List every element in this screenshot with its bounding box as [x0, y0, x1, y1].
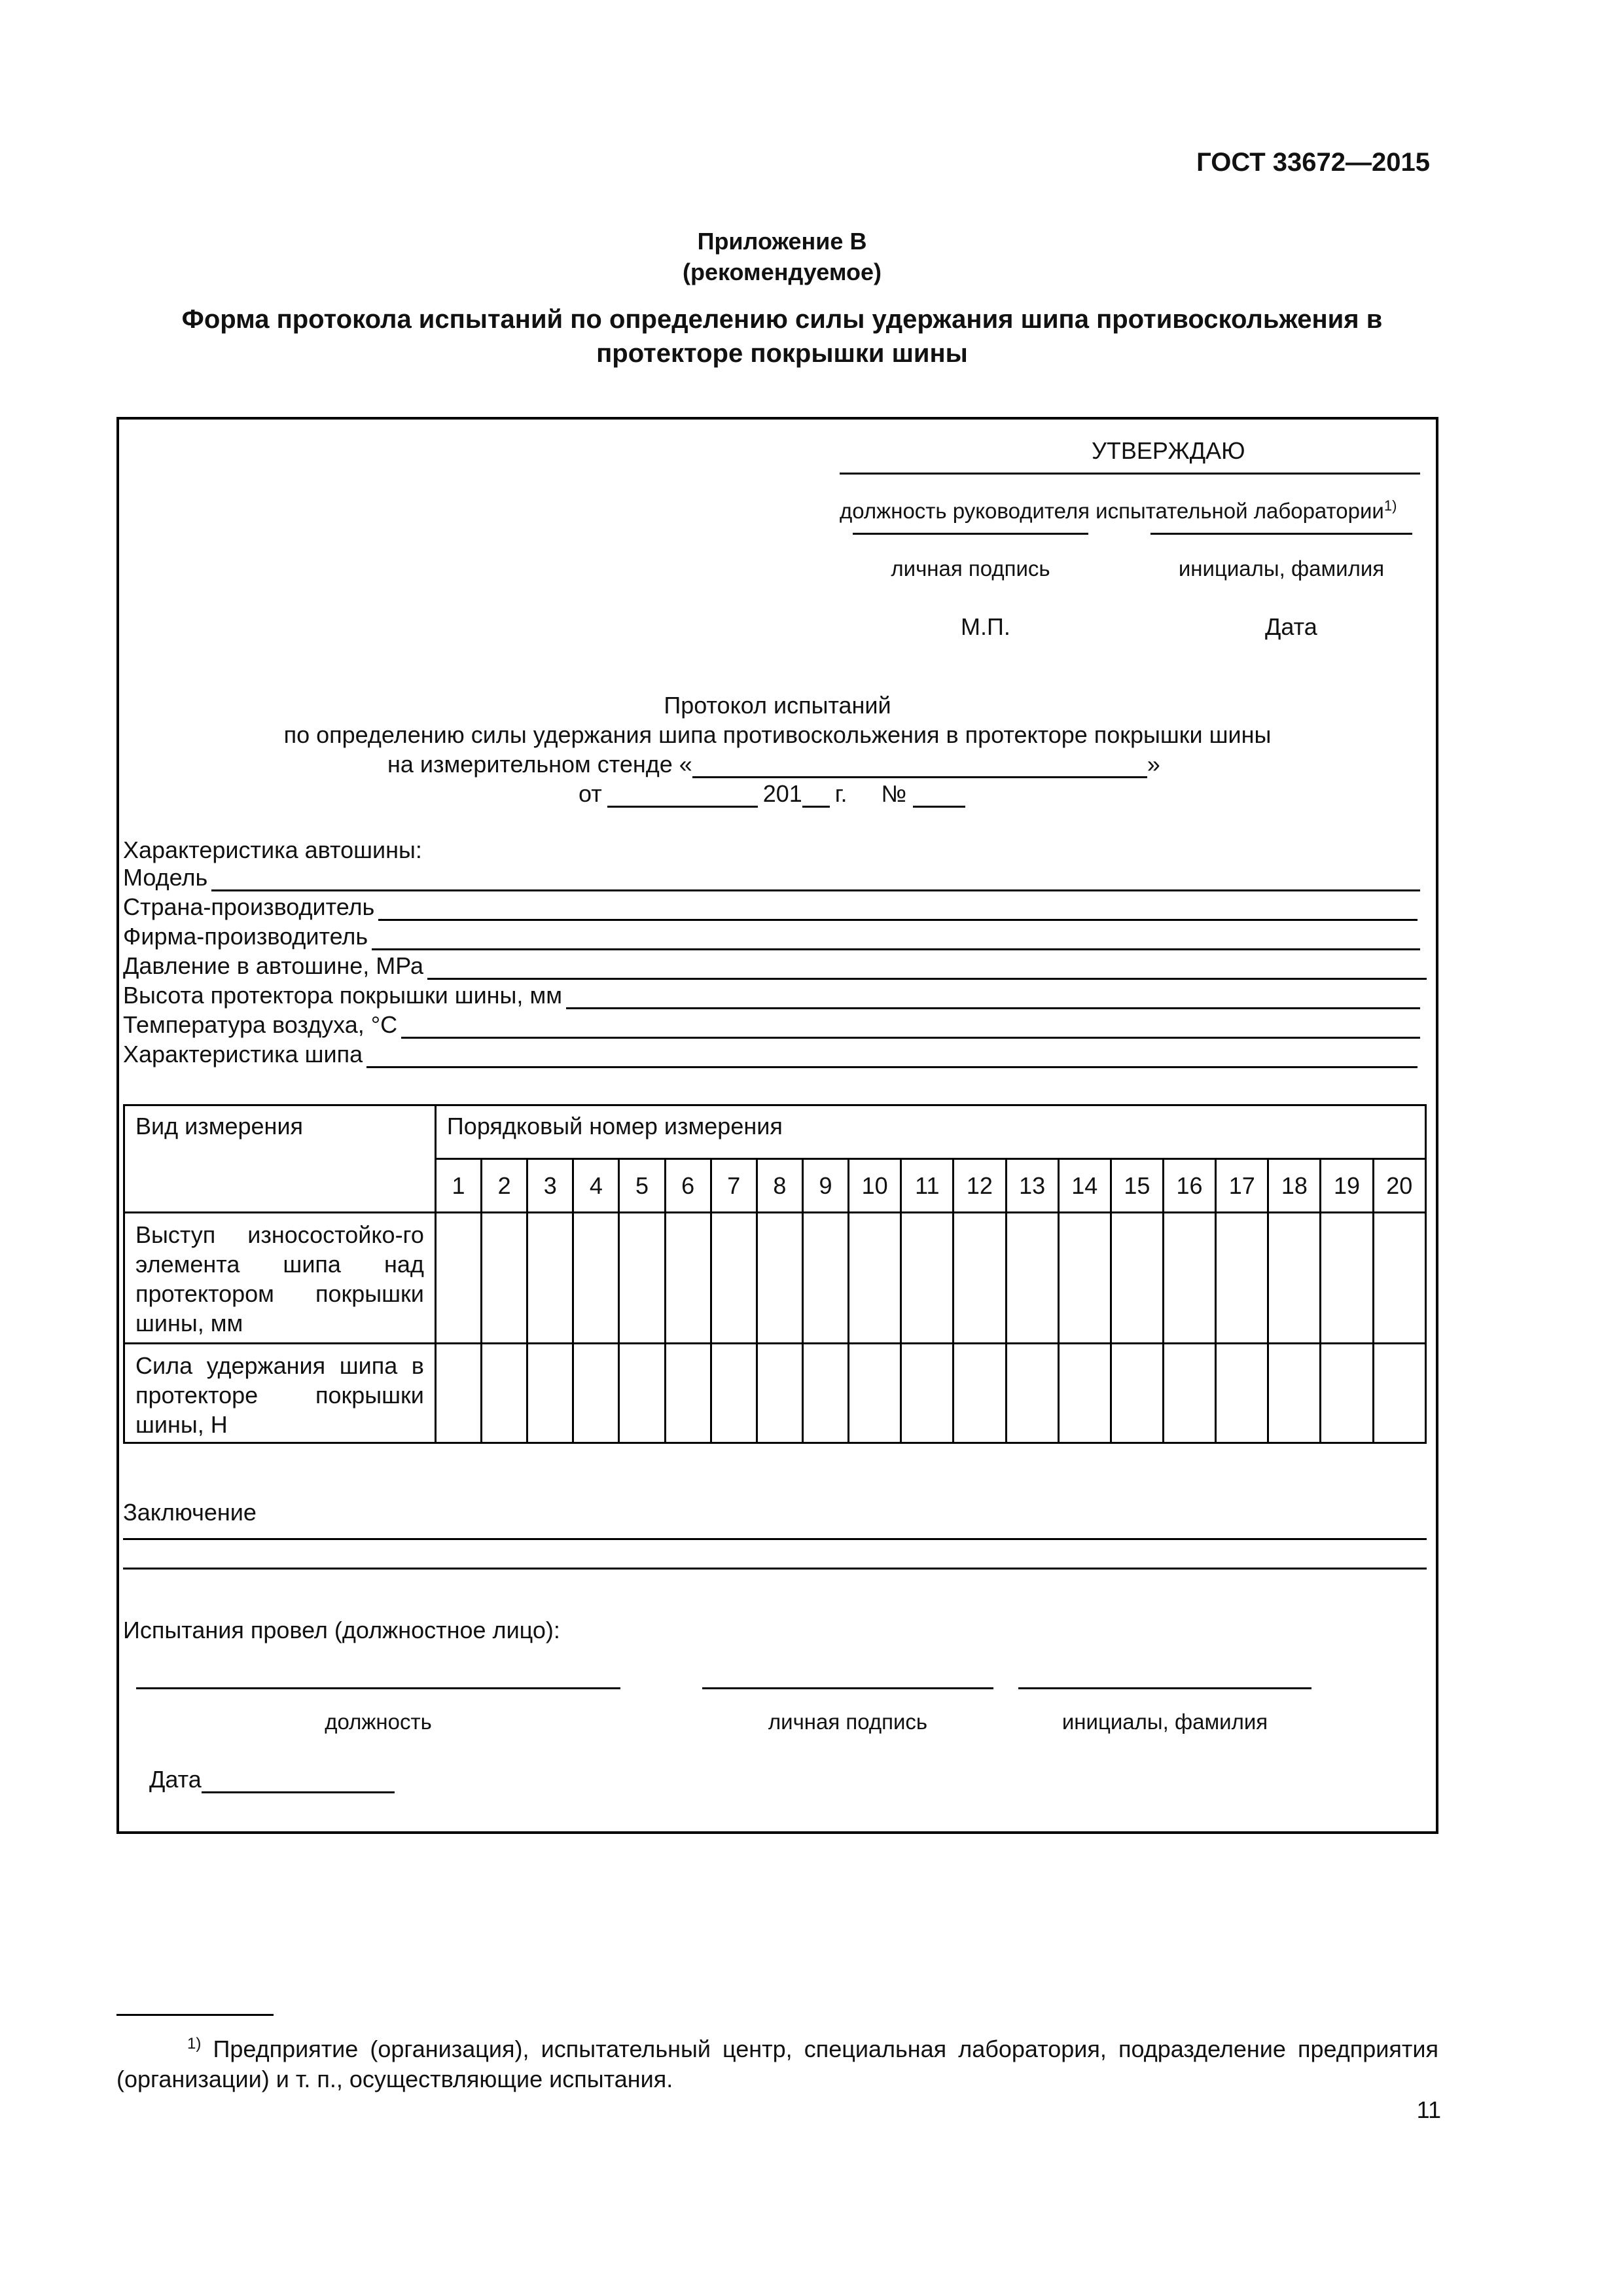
annex-status: (рекомендуемое) [683, 259, 882, 285]
year-field[interactable] [802, 786, 830, 808]
year-suffix: г. [834, 780, 847, 807]
data-cell[interactable] [1373, 1344, 1425, 1443]
data-cell[interactable] [527, 1213, 573, 1344]
field-label: Фирма-производитель [123, 923, 368, 950]
measurement-number: 10 [849, 1159, 901, 1213]
tester-label: Испытания провел (должностное лицо): [123, 1617, 560, 1643]
data-cell[interactable] [619, 1213, 665, 1344]
conclusion-line-2[interactable] [123, 1568, 1427, 1570]
field-model [123, 864, 1420, 891]
measurement-number: 17 [1216, 1159, 1268, 1213]
data-cell[interactable] [665, 1344, 711, 1443]
field-line[interactable] [366, 1047, 1418, 1068]
position-caption: должность руководителя испытательной лаборатории$^{1)}$ [840, 497, 1397, 523]
position-line[interactable] [840, 473, 1420, 475]
field-line[interactable] [372, 929, 1420, 950]
protocol-line-1: Протокол испытаний [664, 692, 891, 719]
data-cell[interactable] [573, 1344, 619, 1443]
data-cell[interactable] [435, 1344, 481, 1443]
tester-position-line[interactable] [136, 1687, 620, 1689]
tester-date-label: Дата [149, 1766, 202, 1793]
name-caption: инициалы, фамилия [1178, 556, 1385, 581]
measurement-number: 19 [1321, 1159, 1373, 1213]
signature-line[interactable] [853, 533, 1088, 535]
tester-name-caption: инициалы, фамилия [1061, 1710, 1268, 1734]
data-cell[interactable] [1163, 1344, 1215, 1443]
measurement-number: 16 [1163, 1159, 1215, 1213]
field-label: Характеристика шипа [123, 1041, 363, 1067]
footnote-number: 1) [187, 2035, 202, 2053]
measurement-number: 8 [757, 1159, 802, 1213]
field-line[interactable] [401, 1017, 1420, 1039]
measurement-number: 5 [619, 1159, 665, 1213]
data-cell[interactable] [711, 1344, 757, 1443]
data-cell[interactable] [482, 1344, 527, 1443]
signature-caption: личная подпись [891, 556, 1050, 581]
footnote-text: Предприятие (организация), испытательный центр, специальная лаборатория, подразделение предприятия (организации) и т. п., осуществляющие испытания. [116, 2036, 1438, 2092]
data-cell[interactable] [527, 1344, 573, 1443]
measurement-number: 7 [711, 1159, 757, 1213]
name-line[interactable] [1150, 533, 1412, 535]
measurement-number: 13 [1006, 1159, 1058, 1213]
field-pressure [123, 952, 1427, 980]
data-cell[interactable] [849, 1213, 901, 1344]
table-row-retention-force [124, 1344, 1426, 1443]
data-cell[interactable] [1006, 1344, 1058, 1443]
data-cell[interactable] [573, 1213, 619, 1344]
data-cell[interactable] [954, 1344, 1006, 1443]
data-cell[interactable] [1216, 1344, 1268, 1443]
date-label: Дата [1265, 613, 1317, 640]
field-line[interactable] [566, 988, 1420, 1009]
data-cell[interactable] [802, 1344, 848, 1443]
table-row-protrusion [124, 1213, 1426, 1344]
conclusion-line-1[interactable] [123, 1538, 1427, 1540]
data-cell[interactable] [482, 1213, 527, 1344]
data-cell[interactable] [1111, 1344, 1163, 1443]
standard-number: ГОСТ 33672—2015 [1196, 148, 1430, 177]
measurement-number: 12 [954, 1159, 1006, 1213]
data-cell[interactable] [1111, 1213, 1163, 1344]
data-cell[interactable] [757, 1344, 802, 1443]
annex-heading: Форма протокола испытаний по определению силы удержания шипа противоскольжения в протекторе покрышки шины [181, 305, 1383, 368]
measurement-table [123, 1104, 1427, 1444]
field-line[interactable] [378, 899, 1418, 921]
header-measurement-order: Порядковый номер измерения [435, 1105, 1425, 1159]
measurement-number: 4 [573, 1159, 619, 1213]
data-cell[interactable] [1006, 1213, 1058, 1344]
row-label-retention-force: Сила удержания шипа в протекторе покрышки шины, Н [124, 1344, 436, 1443]
measurement-number: 3 [527, 1159, 573, 1213]
data-cell[interactable] [665, 1213, 711, 1344]
field-label: Высота протектора покрышки шины, мм [123, 982, 562, 1009]
from-label: от [579, 780, 602, 807]
data-cell[interactable] [1373, 1213, 1425, 1344]
footnote-rule [116, 2014, 274, 2016]
page-number: 11 [1416, 2096, 1441, 2123]
approve-label: УТВЕРЖДАЮ [1092, 437, 1245, 464]
field-line[interactable] [211, 870, 1420, 891]
measurement-number: 15 [1111, 1159, 1163, 1213]
annex-title: Приложение В [697, 228, 867, 255]
field-label: Модель [123, 864, 208, 891]
footnote [116, 2029, 1438, 2094]
measurement-number: 20 [1373, 1159, 1425, 1213]
conclusion-label: Заключение [123, 1499, 257, 1526]
field-tread-height [123, 982, 1420, 1009]
protocol-stand-line [387, 751, 1160, 778]
data-cell[interactable] [802, 1213, 848, 1344]
measurement-number: 2 [482, 1159, 527, 1213]
data-cell[interactable] [619, 1344, 665, 1443]
tester-signature-caption: личная подпись [768, 1710, 928, 1734]
tester-date-field[interactable] [202, 1772, 395, 1793]
number-label: № [881, 780, 907, 807]
year-label: 201 [762, 780, 802, 807]
data-cell[interactable] [1321, 1213, 1373, 1344]
data-cell[interactable] [901, 1344, 954, 1443]
data-cell[interactable] [1268, 1213, 1321, 1344]
field-label: Страна-производитель [123, 893, 375, 920]
data-cell[interactable] [711, 1213, 757, 1344]
field-label: Давление в автошине, МРа [123, 952, 424, 979]
stand-field[interactable] [692, 757, 1147, 778]
measurement-number: 9 [802, 1159, 848, 1213]
data-cell[interactable] [1058, 1344, 1111, 1443]
field-country [123, 893, 1418, 921]
protocol-date-field[interactable] [607, 786, 758, 808]
row-label-protrusion: Выступ износостойко-го элемента шипа над протектором покрышки шины, мм [124, 1213, 436, 1344]
measurement-number: 18 [1268, 1159, 1321, 1213]
field-label: Температура воздуха, °С [123, 1011, 398, 1038]
tester-signature-line[interactable] [702, 1687, 993, 1689]
data-cell[interactable] [1268, 1344, 1321, 1443]
measurement-number: 1 [435, 1159, 481, 1213]
data-cell[interactable] [1163, 1213, 1215, 1344]
measurement-number: 6 [665, 1159, 711, 1213]
data-cell[interactable] [757, 1213, 802, 1344]
stand-prefix: на измерительном стенде « [387, 751, 692, 778]
data-cell[interactable] [1058, 1213, 1111, 1344]
data-cell[interactable] [901, 1213, 954, 1344]
stand-suffix: » [1147, 751, 1160, 778]
measurement-number: 14 [1058, 1159, 1111, 1213]
data-cell[interactable] [435, 1213, 481, 1344]
tire-heading: Характеристика автошины: [123, 836, 422, 863]
field-air-temperature [123, 1011, 1420, 1039]
field-line[interactable] [427, 958, 1427, 980]
protocol-date-line [579, 780, 965, 808]
footnote-mark: 1) [1383, 497, 1397, 514]
stamp-label: М.П. [961, 613, 1010, 640]
tester-date-row [149, 1766, 395, 1793]
data-cell[interactable] [954, 1213, 1006, 1344]
number-field[interactable] [913, 786, 965, 808]
data-cell[interactable] [1321, 1344, 1373, 1443]
tester-name-line[interactable] [1018, 1687, 1311, 1689]
protocol-line-2: по определению силы удержания шипа противоскольжения в протекторе покрышки шины [283, 721, 1272, 748]
tester-position-caption: должность [325, 1710, 432, 1734]
header-measurement-type: Вид измерения [124, 1105, 436, 1213]
field-manufacturer [123, 923, 1420, 950]
field-stud-characteristic [123, 1041, 1418, 1068]
data-cell[interactable] [849, 1344, 901, 1443]
measurement-number: 11 [901, 1159, 954, 1213]
data-cell[interactable] [1216, 1213, 1268, 1344]
